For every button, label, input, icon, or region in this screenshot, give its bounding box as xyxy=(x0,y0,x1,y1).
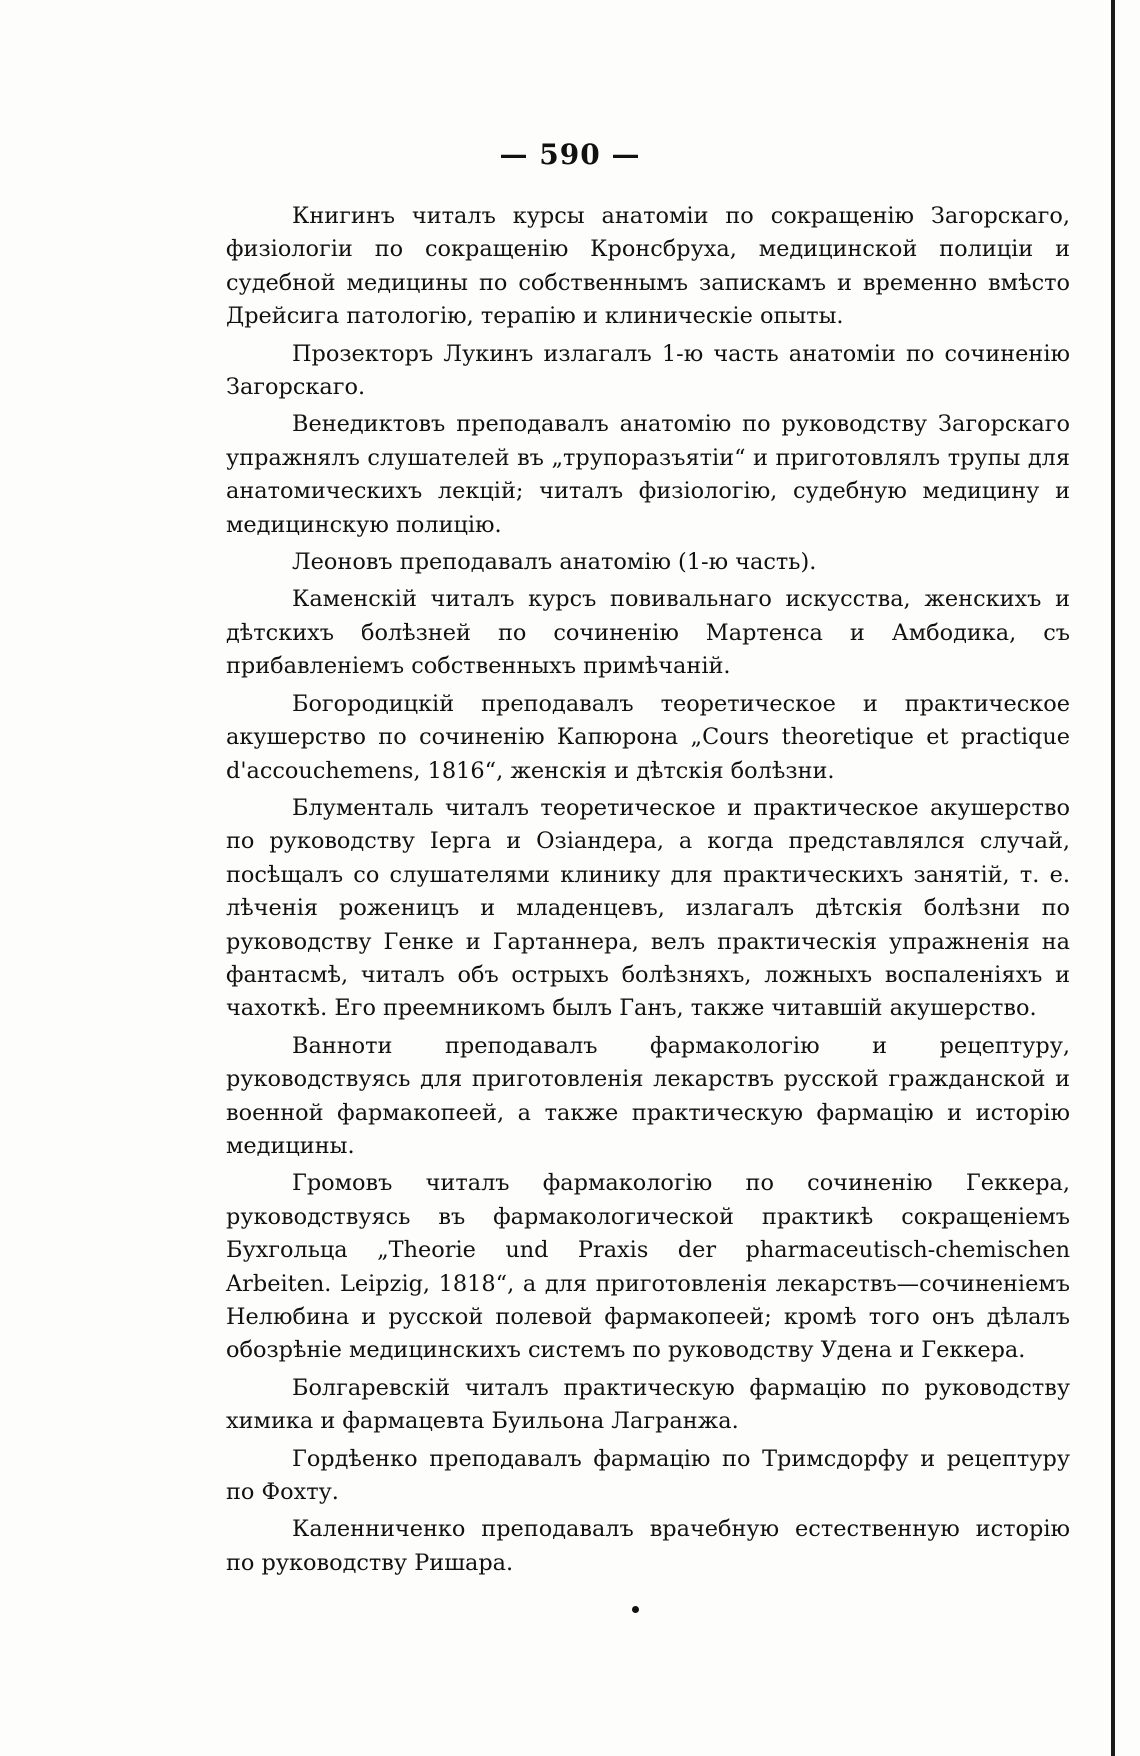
paragraph-venediktov: Венедиктовъ преподавалъ анатомію по руководству Загорскаго упражнялъ слушателей въ „трупоразъятіи“ и приготовлялъ трупы для анатомическихъ лекцій; читалъ физіологію, судебную медицину и медицинскую полицію. xyxy=(226,411,1070,538)
paragraph-leonov: Леоновъ преподавалъ анатомію (1-ю часть). xyxy=(292,549,817,576)
page-edge-line xyxy=(1111,0,1115,1756)
paragraph-kalennichenko: Каленниченко преподавалъ врачебную естественную исторію по руководству Ришара. xyxy=(226,1516,1070,1576)
paragraph-vannoti: Ванноти преподавалъ фармакологію и рецептуру, руководствуясь для приготовленія лекарствъ русской гражданской и военной фармакопеей, а также практическую фармацію и исторію медицины. xyxy=(226,1032,1070,1159)
ink-dot xyxy=(632,1606,639,1613)
paragraph-gromov: Громовъ читалъ фармакологію по сочиненію Геккера, руководствуясь въ фармакологической практикѣ сокращеніемъ Бухгольца „Theorie und Praxis der pharmaceutisch-chemischen Arbeiten. Leipzig, 1818“, а для приготовленія лекарствъ—сочиненіемъ Нелюбина и русской полевой фармакопеей; кромѣ того онъ дѣлалъ обозрѣніе медицинскихъ системъ по руководству Удена и Геккера. xyxy=(226,1170,1070,1364)
paragraph-bogoroditsky: Богородицкій преподавалъ теоретическое и практическое акушерство по сочиненію Капюрона „Cours theoretique et practique d'accouchemens, 1816“, женскія и дѣтскія болѣзни. xyxy=(226,690,1070,784)
body-text xyxy=(226,200,1070,1584)
paragraph-bolgarevsky: Болгаревскій читалъ практическую фармацію по руководству химика и фармацевта Буильона Лагранжа. xyxy=(226,1374,1070,1435)
paragraph-kamensky: Каменскій читалъ курсъ повивальнаго искусства, женскихъ и дѣтскихъ болѣзней по сочиненію Мартенса и Амбодика, съ прибавленіемъ собственныхъ примѣчаній. xyxy=(226,586,1070,680)
page-number: — 590 — xyxy=(499,138,641,171)
paragraph-blumental: Блументаль читалъ теоретическое и практическое акушерство по руководству Іерга и Озіандера, а когда представлялся случай, посѣщалъ со слушателями клинику для практическихъ занятій, т. е. лѣченія роженицъ и младенцевъ, излагалъ дѣтскія болѣзни по руководству Генке и Гартаннера, велъ практическія упражненія на фантасмѣ, читалъ объ острыхъ болѣзняхъ, ложныхъ воспаленіяхъ и чахоткѣ. Его преемникомъ былъ Ганъ, также читавшій акушерство. xyxy=(226,794,1070,1022)
paragraph-knigin: Книгинъ читалъ курсы анатоміи по сокращенію Загорскаго, физіологіи по сокращенію Кронсбруха, медицинской полиціи и судебной медицины по собственнымъ запискамъ и временно вмѣсто Дрейсига патологію, терапію и клиническіе опыты. xyxy=(226,203,1070,330)
paragraph-lukin: Прозекторъ Лукинъ излагалъ 1-ю часть анатоміи по сочиненію Загорскаго. xyxy=(226,340,1070,401)
paragraph-gordeenko: Гордѣенко преподавалъ фармацію по Тримсдорфу и рецептуру по Фохту. xyxy=(226,1445,1070,1506)
